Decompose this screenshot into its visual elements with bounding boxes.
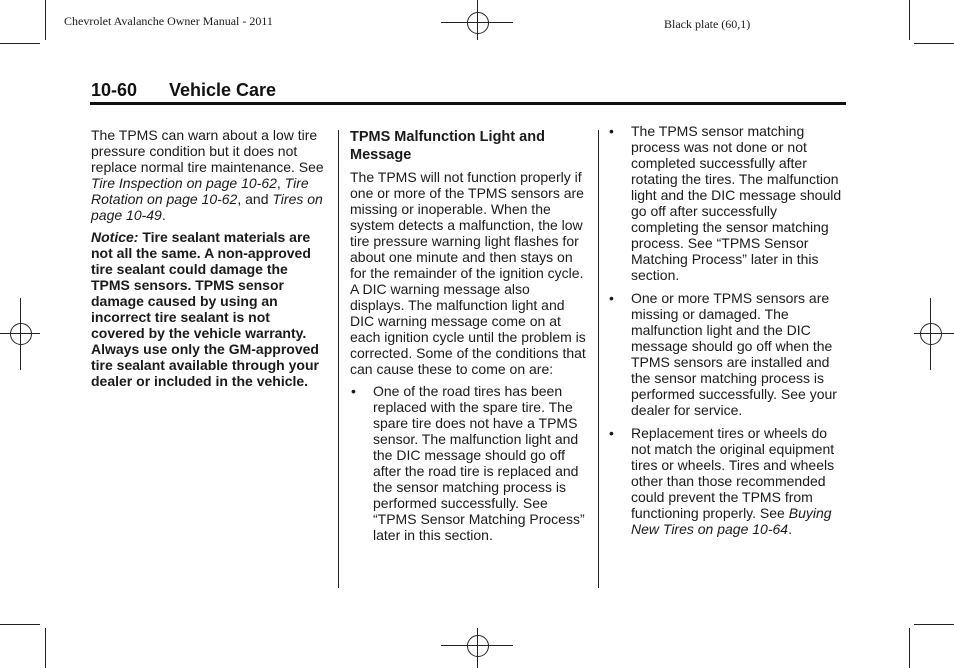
notice-label: Notice: bbox=[91, 229, 139, 245]
condition-list-continued bbox=[608, 123, 846, 537]
crop-mark bbox=[45, 0, 46, 40]
crop-mark bbox=[909, 0, 910, 40]
bullet-icon: • bbox=[609, 425, 614, 441]
link-tire-rotation[interactable]: Tire Rotation on page 10-62 bbox=[91, 175, 309, 207]
section-title: Vehicle Care bbox=[169, 80, 277, 100]
column-3 bbox=[608, 123, 846, 544]
bullet-icon: • bbox=[351, 383, 356, 399]
link-buying-new-tires[interactable]: Buying New Tires on page 10-64 bbox=[631, 505, 832, 537]
column-divider bbox=[338, 130, 339, 588]
manual-title: Chevrolet Avalanche Owner Manual - 2011 bbox=[64, 14, 273, 28]
column-1 bbox=[91, 127, 327, 395]
crop-mark bbox=[45, 628, 46, 668]
crop-mark bbox=[909, 628, 910, 668]
notice-paragraph bbox=[91, 229, 327, 389]
bullet-icon: • bbox=[609, 123, 614, 139]
crop-mark bbox=[0, 624, 40, 625]
plate-label: Black plate (60,1) bbox=[664, 17, 751, 31]
crop-mark bbox=[914, 624, 954, 625]
link-tires[interactable]: Tires on page 10-49 bbox=[91, 191, 323, 223]
malfunction-paragraph: The TPMS will not function properly if one or more of the TPMS sensors are missing or inoperable. When the system detects a malfunction, the low tire pressure warning light flashes for about one minute and then stays on for the remainder of the ignition cycle. A DIC warning message also displays. The malfunction light and DIC warning message come on at each ignition cycle until the problem is corrected. Some of the conditions that can cause these to come on are: bbox=[350, 169, 586, 377]
list-item: • One of the road tires has been replaced with the spare tire. The spare tire does not have a TPMS sensor. The malfunction light and the DIC message should go off after the road tire is replaced and the sensor matching process is performed successfully. See “TPMS Sensor Matching Process” later in this section. bbox=[351, 383, 585, 543]
malfunction-heading: TPMS Malfunction Light and Message bbox=[350, 129, 545, 163]
title-rule bbox=[90, 102, 846, 105]
intro-paragraph: The TPMS can warn about a low tire pressure condition but it does not replace normal tire maintenance. See Tire Inspection on page 10-62, Tire Rotation on page 10-62, and Tires on page 10-49. bbox=[91, 127, 324, 223]
list-item: • One or more TPMS sensors are missing or damaged. The malfunction light and the DIC message should go off when the TPMS sensors are installed and the sensor matching process is performed successfully. See your dealer for service. bbox=[609, 290, 837, 418]
notice-text: Tire sealant materials are not all the same. A non-approved tire sealant could damage the TPMS sensors. TPMS sensor damage caused by using an incorrect tire sealant is not covered by the vehicle warranty. Always use only the GM-approved tire sealant available through your dealer or included in the vehicle. bbox=[91, 229, 319, 389]
column-divider bbox=[598, 130, 599, 588]
condition-list bbox=[350, 383, 588, 543]
column-2 bbox=[350, 128, 588, 550]
link-tire-inspection[interactable]: Tire Inspection on page 10-62 bbox=[91, 175, 277, 191]
list-item: • The TPMS sensor matching process was not done or not completed successfully after rotating the tires. The malfunction light and the DIC message should go off after successfully completing the sensor matching process. See “TPMS Sensor Matching Process” later in this section. bbox=[609, 123, 842, 283]
page-number: 10-60 bbox=[91, 80, 138, 100]
bullet-icon: • bbox=[609, 290, 614, 306]
section-header bbox=[91, 80, 276, 101]
list-item: • Replacement tires or wheels do not match the original equipment tires or wheels. Tires and wheels other than those recommended could prevent the TPMS from functioning properly. See Buying New Tires on page 10-64. bbox=[609, 425, 835, 537]
crop-mark bbox=[914, 43, 954, 44]
crop-mark bbox=[0, 43, 40, 44]
